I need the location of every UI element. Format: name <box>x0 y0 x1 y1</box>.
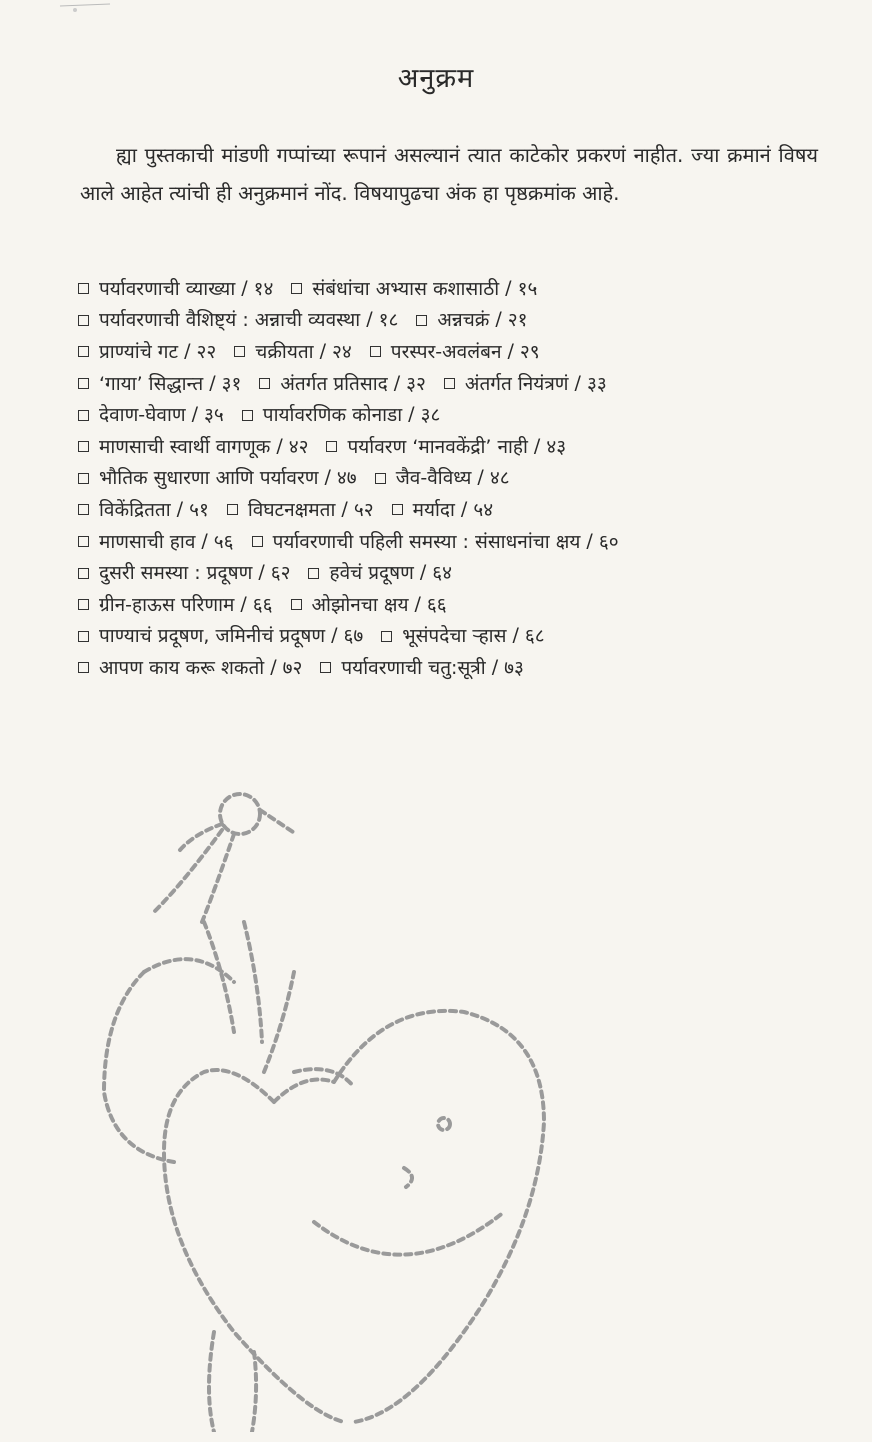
contents-row <box>78 588 848 620</box>
entry-page-number: ६२ <box>270 562 291 585</box>
entry-title: पर्यावरणाची व्याख्या <box>99 277 236 300</box>
entry-page-number: ४३ <box>546 435 567 458</box>
contents-entry <box>392 496 494 522</box>
entry-title: विघटनक्षमता <box>247 498 336 521</box>
intro-paragraph: ह्या पुस्तकाची मांडणी गप्पांच्या रूपानं असल्यानं त्यात काटेकोर प्रकरणं नाहीत. ज्या क्रमानं विषय आले आहेत त्यांची ही अनुक्रमानं नोंद. विषयापुढचा अंक हा पृष्ठक्रमांक आहे. <box>80 143 818 205</box>
entry-title: पर्यावरणाची वैशिष्ट्यं : अन्नाची व्यवस्था <box>99 309 361 332</box>
entry-page-number: १४ <box>253 277 274 300</box>
contents-entry <box>242 401 441 427</box>
contents-entry <box>259 370 426 396</box>
entry-page-number: ४२ <box>288 435 309 458</box>
entry-title: माणसाची स्वार्थी वागणूक <box>99 435 271 458</box>
entry-title: प्राण्यांचे गट <box>99 340 179 363</box>
entry-title: दुसरी समस्या : प्रदूषण <box>99 562 253 585</box>
entry-page-number: ४७ <box>336 467 357 490</box>
contents-row <box>78 304 848 336</box>
checkbox-bullet-icon <box>78 378 89 389</box>
contents-entry <box>291 275 537 301</box>
entry-title: पर्यावरणाची पहिली समस्या : संसाधनांचा क्षय <box>272 530 581 553</box>
entry-title: भूसंपदेचा ऱ्हास <box>402 625 507 648</box>
entry-page-number: ६० <box>598 530 619 553</box>
contents-entry <box>320 654 523 680</box>
entry-separator: / <box>491 655 499 678</box>
entry-separator: / <box>574 371 581 394</box>
entry-separator: / <box>512 624 519 647</box>
checkbox-bullet-icon <box>78 631 89 642</box>
contents-entry <box>416 306 527 332</box>
contents-entry <box>78 654 302 680</box>
contents-entry <box>78 338 216 364</box>
entry-title: अंतर्गत नियंत्रणं <box>464 372 569 395</box>
entry-page-number: ३५ <box>204 404 224 427</box>
entry-page-number: ७२ <box>282 656 303 679</box>
entry-page-number: ७३ <box>504 656 524 679</box>
checkbox-bullet-icon <box>242 410 253 421</box>
entry-page-number: ३८ <box>420 404 441 427</box>
entry-separator: / <box>191 403 199 426</box>
contents-entry <box>78 401 224 427</box>
entry-page-number: ३३ <box>586 372 607 395</box>
entry-title: पाण्याचं प्रदूषण, जमिनीचं प्रदूषण <box>99 625 326 648</box>
entry-separator: / <box>507 339 514 362</box>
entry-separator: / <box>176 497 184 520</box>
entry-title: ‘गाया’ सिद्धान्त <box>99 372 204 395</box>
checkbox-bullet-icon <box>78 315 89 326</box>
entry-title: ओझोनचा क्षय <box>311 593 409 616</box>
entry-separator: / <box>408 403 415 426</box>
entry-title: विकेंद्रितता <box>99 498 171 521</box>
entry-title: पर्यावरण ‘मानवकेंद्री’ नाही <box>347 435 528 458</box>
checkbox-bullet-icon <box>308 568 319 579</box>
entry-separator: / <box>495 308 502 331</box>
checkbox-bullet-icon <box>326 441 337 452</box>
entry-title: जैव-वैविध्य <box>395 467 472 490</box>
entry-page-number: ६८ <box>524 625 545 648</box>
checkbox-bullet-icon <box>252 536 263 547</box>
entry-separator: / <box>366 308 373 331</box>
checkbox-bullet-icon <box>291 599 302 610</box>
entry-page-number: ५१ <box>189 498 209 521</box>
contents-entry <box>78 275 273 301</box>
entry-title: माणसाची हाव <box>99 530 196 553</box>
page-title: अनुक्रम <box>397 63 475 94</box>
entry-separator: / <box>276 434 283 457</box>
contents-entry <box>375 464 510 490</box>
contents-list <box>78 272 848 683</box>
entry-page-number: १५ <box>517 277 538 300</box>
entry-separator: / <box>419 561 427 584</box>
contents-row <box>78 398 848 430</box>
entry-separator: / <box>414 592 421 615</box>
contents-entry <box>326 433 566 459</box>
checkbox-bullet-icon <box>78 346 89 357</box>
entry-separator: / <box>209 371 216 394</box>
checkbox-bullet-icon <box>227 504 238 515</box>
scan-noise-mark <box>0 0 120 16</box>
entry-title: पर्यावरणाची चतु:सूत्री <box>341 656 486 679</box>
checkbox-bullet-icon <box>444 378 455 389</box>
contents-row <box>78 525 848 557</box>
contents-row <box>78 367 848 399</box>
entry-separator: / <box>586 529 593 552</box>
contents-entry <box>291 591 447 617</box>
contents-entry <box>78 433 308 459</box>
contents-entry <box>78 370 241 396</box>
entry-separator: / <box>341 497 348 520</box>
contents-row <box>78 335 848 367</box>
entry-title: परस्पर-अवलंबन <box>390 340 502 363</box>
checkbox-bullet-icon <box>78 473 89 484</box>
checkbox-bullet-icon <box>392 504 403 515</box>
checkbox-bullet-icon <box>78 662 89 673</box>
checkbox-bullet-icon <box>78 599 89 610</box>
entry-separator: / <box>505 276 512 299</box>
checkbox-bullet-icon <box>370 346 381 357</box>
entry-page-number: १८ <box>378 309 399 332</box>
contents-entry <box>227 496 374 522</box>
contents-entry <box>370 338 540 364</box>
entry-separator: / <box>241 276 248 299</box>
checkbox-bullet-icon <box>320 662 331 673</box>
entry-page-number: ६६ <box>426 593 447 616</box>
entry-separator: / <box>393 371 401 394</box>
entry-title: पार्यावरणिक कोनाडा <box>262 404 403 427</box>
checkbox-bullet-icon <box>78 441 89 452</box>
entry-separator: / <box>331 624 338 647</box>
contents-row <box>78 651 848 683</box>
entry-separator: / <box>319 339 327 362</box>
checkbox-bullet-icon <box>259 378 270 389</box>
entry-separator: / <box>460 497 468 520</box>
entry-page-number: ६७ <box>343 625 364 648</box>
contents-entry <box>252 528 619 554</box>
entry-title: अन्नचक्रं <box>437 309 490 332</box>
entry-title: मर्यादा <box>412 498 455 521</box>
contents-row <box>78 556 848 588</box>
contents-entry <box>78 496 209 522</box>
entry-title: भौतिक सुधारणा आणि पर्यावरण <box>99 467 319 490</box>
entry-title: ग्रीन-हाऊस परिणाम <box>99 593 235 616</box>
contents-row <box>78 430 848 462</box>
entry-separator: / <box>324 466 331 489</box>
contents-entry <box>78 591 273 617</box>
entry-separator: / <box>533 434 541 457</box>
contents-row <box>78 272 848 304</box>
entry-page-number: ४८ <box>489 467 510 490</box>
entry-separator: / <box>184 339 191 362</box>
entry-page-number: ५४ <box>473 498 494 521</box>
entry-page-number: २२ <box>196 340 217 363</box>
checkbox-bullet-icon <box>381 631 392 642</box>
entry-page-number: ६४ <box>432 562 453 585</box>
contents-entry <box>78 528 234 554</box>
checkbox-bullet-icon <box>78 283 89 294</box>
entry-separator: / <box>477 466 484 489</box>
entry-separator: / <box>270 655 277 678</box>
entry-page-number: २४ <box>332 340 352 363</box>
checkbox-bullet-icon <box>78 410 89 421</box>
entry-page-number: ५६ <box>213 530 234 553</box>
entry-title: देवाण-घेवाण <box>99 404 186 427</box>
entry-title: चक्रीयता <box>255 340 314 363</box>
contents-entry <box>234 338 352 364</box>
checkbox-bullet-icon <box>375 473 386 484</box>
entry-separator: / <box>201 529 208 552</box>
contents-entry <box>78 622 363 648</box>
entry-separator: / <box>258 561 265 584</box>
entry-page-number: ३१ <box>221 372 242 395</box>
contents-entry <box>381 622 544 648</box>
entry-page-number: ३२ <box>406 372 426 395</box>
entry-title: अंतर्गत प्रतिसाद <box>280 372 388 395</box>
checkbox-bullet-icon <box>78 536 89 547</box>
checkbox-bullet-icon <box>416 315 427 326</box>
bird-and-heart-illustration <box>84 772 644 1432</box>
checkbox-bullet-icon <box>78 504 89 515</box>
contents-entry <box>444 370 607 396</box>
contents-entry <box>78 464 357 490</box>
entry-page-number: ६६ <box>252 593 273 616</box>
entry-title: हवेचं प्रदूषण <box>329 562 414 585</box>
entry-separator: / <box>240 592 247 615</box>
contents-row <box>78 462 848 494</box>
contents-entry <box>78 306 398 332</box>
entry-page-number: २१ <box>507 309 528 332</box>
entry-title: आपण काय करू शकतो <box>99 656 265 679</box>
contents-row <box>78 620 848 652</box>
entry-page-number: २९ <box>519 340 540 363</box>
entry-title: संबंधांचा अभ्यास कशासाठी <box>312 277 500 300</box>
entry-page-number: ५२ <box>353 498 374 521</box>
checkbox-bullet-icon <box>234 346 245 357</box>
checkbox-bullet-icon <box>291 283 302 294</box>
contents-entry <box>78 559 290 585</box>
checkbox-bullet-icon <box>78 568 89 579</box>
contents-entry <box>308 559 452 585</box>
contents-row <box>78 493 848 525</box>
